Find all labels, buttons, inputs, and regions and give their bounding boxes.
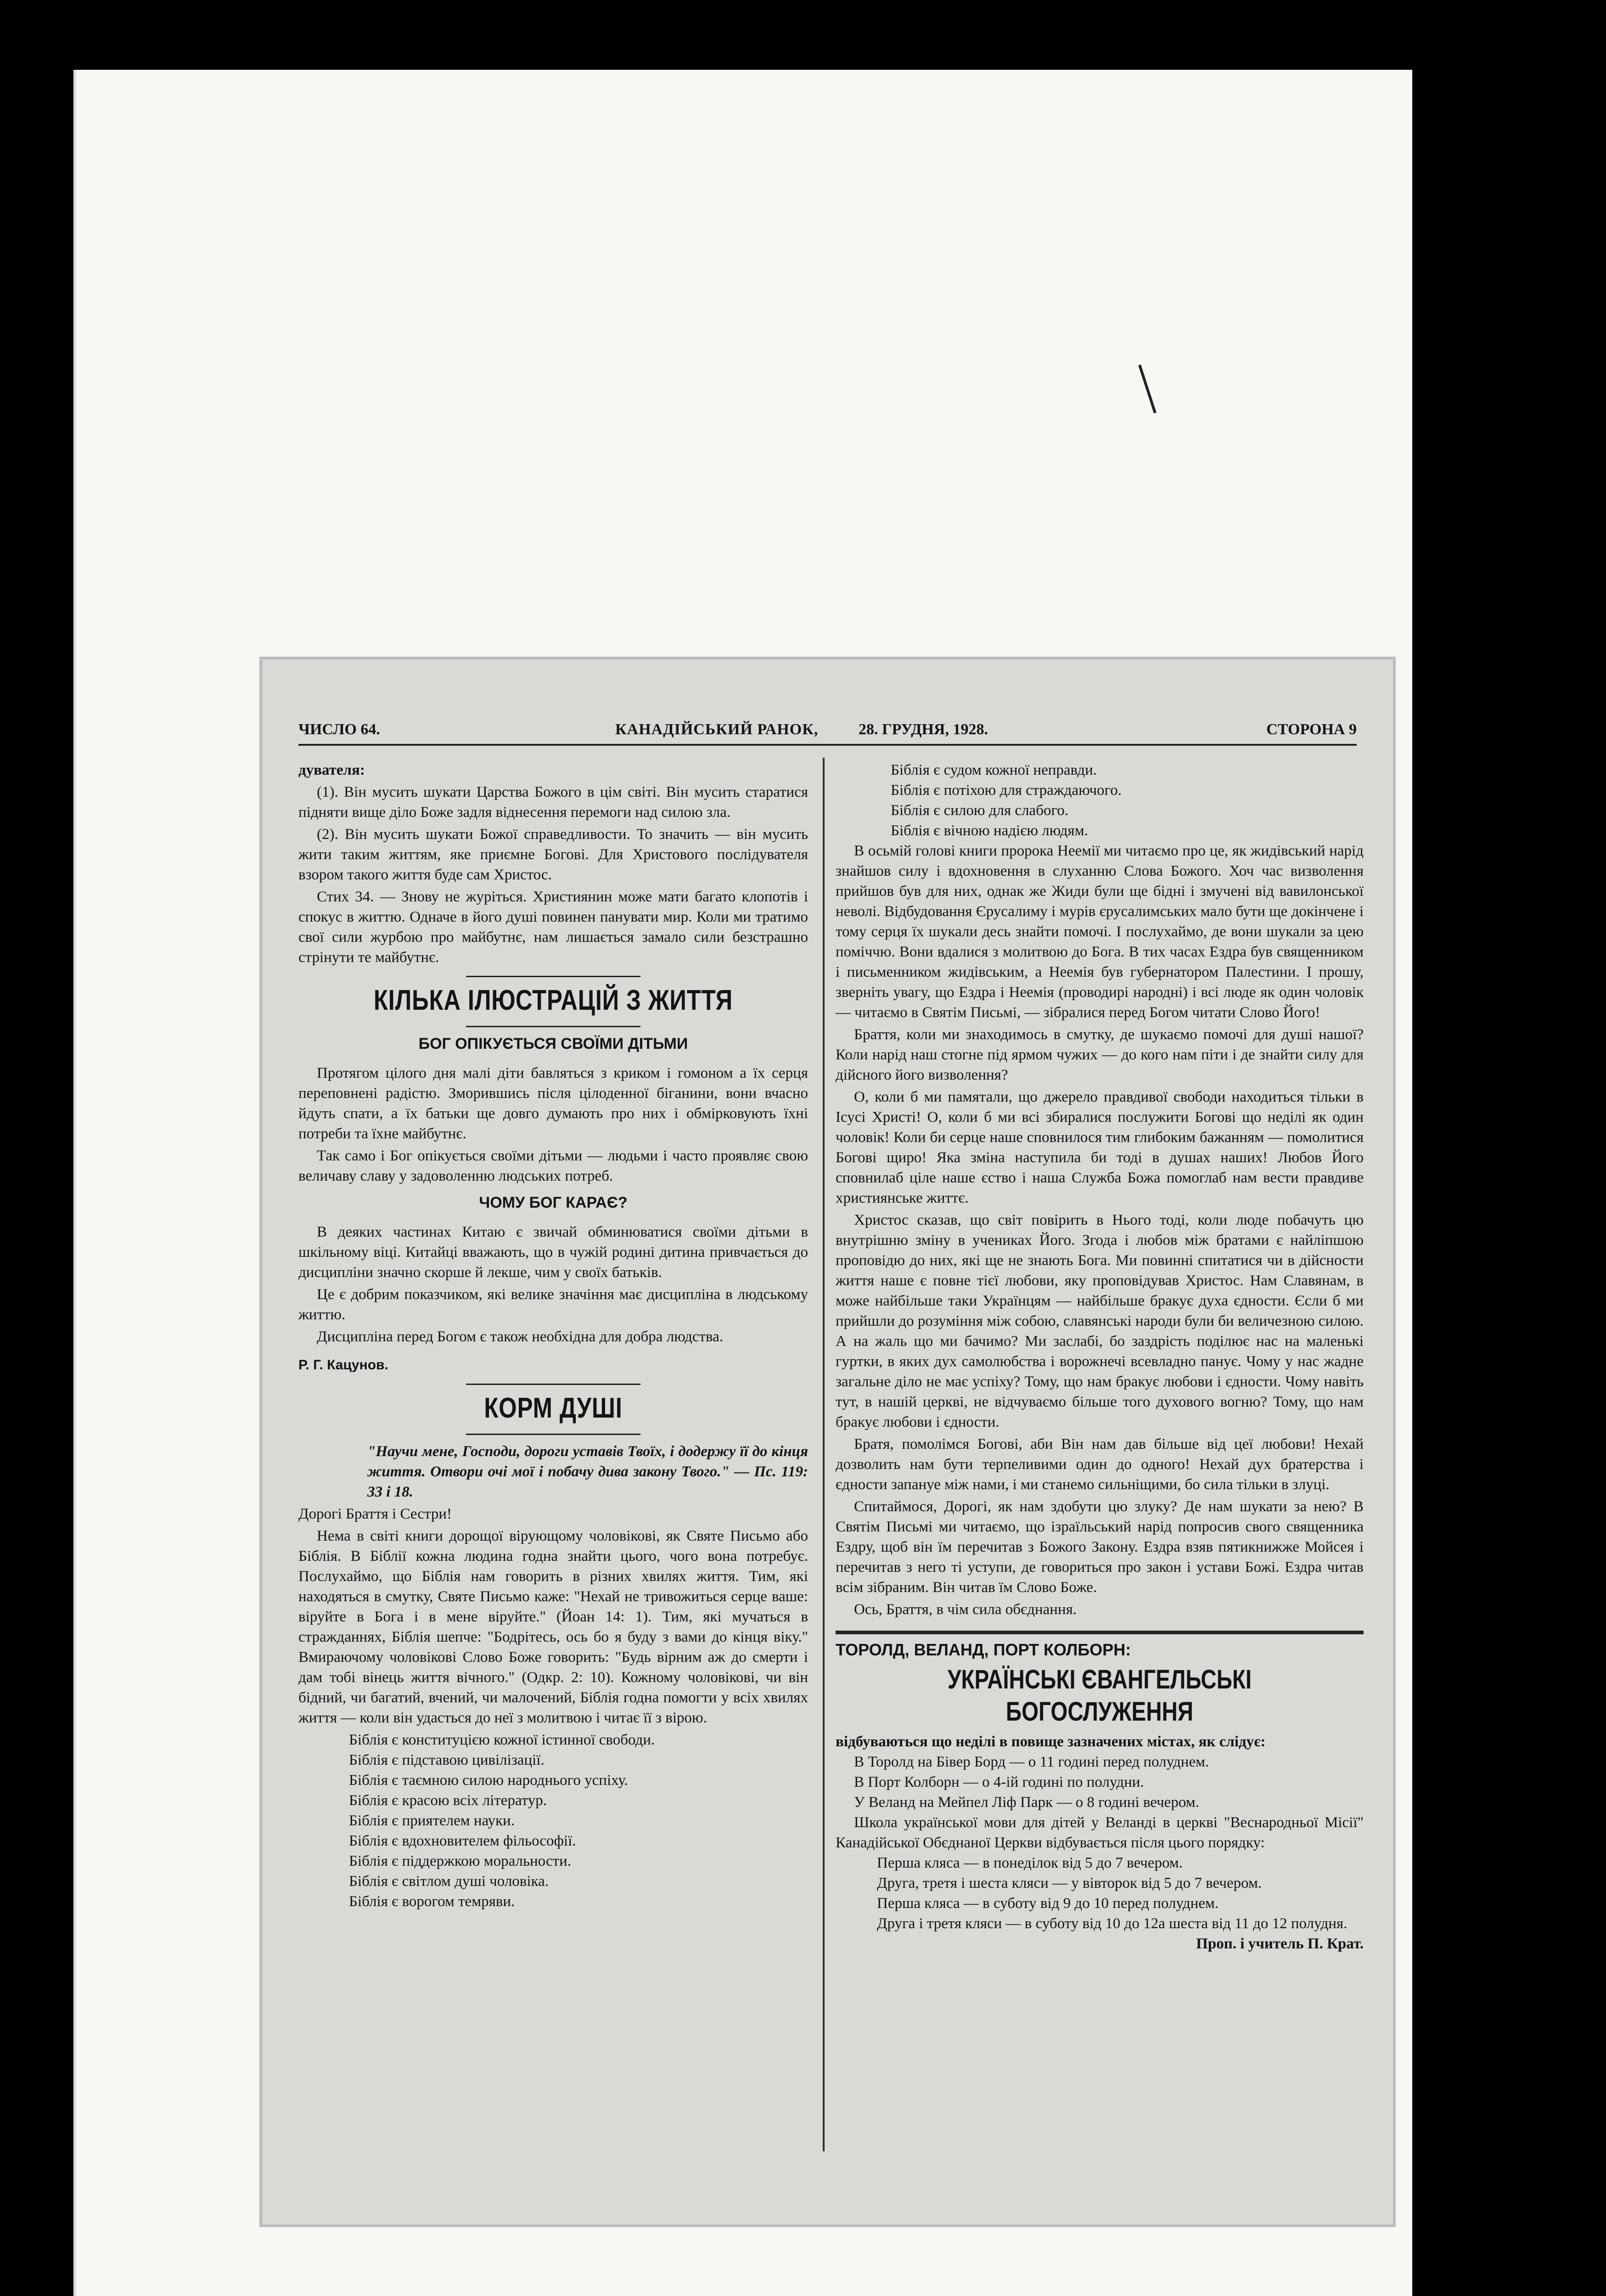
list-item: Біблія є потіхою для страждаючого.: [891, 782, 1122, 799]
ad-signature: Проп. і учитель П. Крат.: [1196, 1936, 1364, 1952]
ad-line: В Порт Колборн — о 4-ій годині по полудни.: [854, 1774, 1144, 1790]
service-schedule: [836, 1732, 1364, 1853]
paragraph: Нема в світі книги дорощої вірующому чоловікові, як Святе Письмо або Біблія. В Біблії кожна людина годна знайти цього, чого вона потребує. Послухаймо, що Біблія нам говорить в різних хвилях життя. Тим, які находяться в смутку, Святе Письмо каже: "Нехай не тривожиться серце ваше: віруйте в Бога і в мене віруйте." (Йоан 14: 1). Тим, які мучаться в стражданнях, Біблія шепче: "Бодрітесь, ось бо я буду з вами до кінця віку." Вмираючому чоловікові Слово Боже говорить: "Будь вірним аж до смерти і дам тобі вінець життя вічного." (Одкр. 2: 10). Кожному чоловікові, чи він бідний, чи багатий, вчений, чи малочений, Біблія годна помогти у всіх хвилях життя — коли він удасться до неї з молитвою і читає її з вірою.: [298, 1528, 808, 1726]
ad-line: Школа української мови для дітей у Веланді в церкві "Веснародньої Місії" Канадійської Обєднаної Церкви відбувається після цього порядку:: [836, 1814, 1364, 1851]
list-item: Біблія є красою всіх літератур.: [349, 1792, 547, 1809]
subheading: ЧОМУ БОГ КАРАЄ?: [479, 1194, 628, 1211]
page-number: СТОРОНА 9: [1266, 721, 1357, 738]
issue-number: ЧИСЛО 64.: [298, 721, 380, 738]
section-heading: КОРМ ДУШІ: [484, 1392, 623, 1424]
scripture-quote: "Научи мене, Господи, дороги уставів Твоїх, і додержу її до кінця життя. Отвори очі мої і побачу дива закону Твого." — Пс. 119: 33 і 18.: [367, 1443, 808, 1500]
ad-locations: ТОРОЛД, ВЕЛАНД, ПОРТ КОЛБОРН:: [836, 1640, 1131, 1659]
divider: [466, 1434, 640, 1435]
schedule-row: Друга і третя кляси — в суботу від 10 до 12а шеста від 11 до 12 полудня.: [877, 1915, 1348, 1932]
paragraph: Стих 34. — Знову не журіться. Християнин може мати багато клопотів і спокус в життю. Одначе в його душі повинен панувати мир. Коли ми тратимо свої сили журбою про майбутнє, нам лишається замало сили безстрашно стрінути те майбутнє.: [298, 889, 808, 966]
school-schedule: [836, 1853, 1364, 1934]
list-item: Біблія є світлом душі чоловіка.: [349, 1873, 549, 1890]
paragraph: Протягом цілого дня малі діти бавляться з криком і гомоном а їх серця переповнені радістю. Зморившись після цілоденної біганини, вони вчасно йдуть спати, а їх батьки ще довго думають про них і обмірковують їхні потреби та їхне майбутнє.: [298, 1065, 808, 1142]
schedule-row: Друга, третя і шеста кляси — у вівторок від 5 до 7 вечером.: [877, 1875, 1262, 1891]
list-item: Біблія є судом кожної неправди.: [891, 762, 1097, 778]
paragraph: Це є добрим показчиком, які велике значіння має дисципліна в людському життю.: [298, 1286, 808, 1323]
right-column: [836, 760, 1364, 1956]
paragraph: Христос сказав, що світ повірить в Нього тоді, коли люде побачуть цю внутрішню зміну в учениках Його. Згода і любов між братами є найліпшою проповідю до них, які ще не знають Бога. Ми повинні спитатися чи в дійсности життя наше є повне тієї любови, яку проповідував Христос. Нам Славянам, в може найбільше таки Українцям — найбільше бракує духа єдности. Єсли б ми прийшли до розуміння між собою, славянські народи були би величезною силою. А на жаль що ми бачимо? Ми заслабі, бо заздрість поділює нас на маленькі гуртки, в яких дух самолюбства і ворожнечі всевладно панує. Чому у нас жадне загальне діло не має успіху? Тому, що нам бракує любови і єдности. Чому навіть тут, в нашій церкві, не відчуваємо більше того духового вогню? Тому, що нам бракує любови і єдности.: [836, 1212, 1364, 1430]
list-item: Біблія є ворогом темряви.: [349, 1893, 515, 1910]
author-signature: Р. Г. Кацунов.: [298, 1357, 388, 1373]
list-item: Біблія є приятелем науки.: [349, 1812, 515, 1829]
newspaper-page: [259, 657, 1396, 2227]
paragraph: О, коли б ми памятали, що джерело правдивої свободи находиться тільки в Ісусі Христі! О, коли б ми всі збиралися послужити Богові що неділі як один чоловік! Коли би серце наше сповнилося тим глибоким бажанням — помолитися Богові щиро! Яка зміна наступила би тоді в душах наших! Любов Його сповнилаб ціле наше єство і наша Служба Божа помоглаб нам вести правдиве християнське життє.: [836, 1089, 1364, 1206]
paragraph: Братя, помолімся Богові, аби Він нам дав більше від цеї любови! Нехай дозволить нам бути терпеливими один до одного! Нехай дух братерства і єдности запануе між нами, і ми станемо сильніщими, бо сила тільки в злуці.: [836, 1436, 1364, 1493]
section-heading: КІЛЬКА ІЛЮСТРАЦІЙ З ЖИТТЯ: [373, 985, 733, 1016]
film-scratch: [1138, 365, 1157, 413]
divider: [466, 1026, 640, 1027]
list-item: Біблія є піддержкою моральности.: [349, 1853, 571, 1869]
schedule-row: Перша кляса — в понеділок від 5 до 7 вечером.: [877, 1855, 1183, 1871]
bible-list: [298, 1730, 808, 1912]
list-item: Біблія є таємною силою народнього успіху.: [349, 1772, 628, 1789]
divider: [466, 1384, 640, 1385]
schedule-row: Перша кляса — в суботу від 9 до 10 перед полуднем.: [877, 1895, 1219, 1912]
paragraph: (2). Він мусить шукати Божої справедливости. То значить — він мусить жити таким життям, яке приємне Богові. Для Христового послідувателя взором такого життя буде сам Христос.: [298, 826, 808, 883]
paragraph: В деяких частинах Китаю є звичай обминюватися своїми дітьми в шкільному віці. Китайці вважають, що в чужій родині дитина привчається до дисципліни значно скорше й лекше, чим у своїх батьків.: [298, 1224, 808, 1281]
greeting: Дорогі Браття і Сестри!: [298, 1506, 452, 1522]
paragraph: (1). Він мусить шукати Царства Божого в цім світі. Він мусить старатися підняти вище діло Боже задля віднесення перемоги над силою зла.: [298, 784, 808, 821]
paragraph: Дисципліна перед Богом є також необхідна для добра людства.: [317, 1328, 724, 1345]
paragraph: Ось, Браття, в чім сила обєднання.: [854, 1601, 1077, 1618]
list-item: Біблія є конституцією кожної істинної свободи.: [349, 1732, 655, 1748]
subheading: БОГ ОПІКУЄТЬСЯ СВОЇМИ ДІТЬМИ: [418, 1035, 688, 1052]
list-item: Біблія є вічною надією людям.: [891, 822, 1088, 839]
list-item: Біблія є силою для слабого.: [891, 802, 1068, 819]
list-item: Біблія є вдохновителем фільософії.: [349, 1833, 576, 1849]
divider: [466, 976, 640, 977]
section-rule: [836, 1631, 1364, 1634]
ad-heading: УКРАЇНСЬКІ ЄВАНГЕЛЬСЬКІ БОГОСЛУЖЕННЯ: [947, 1665, 1252, 1727]
paragraph: дувателя:: [298, 762, 365, 778]
ad-line: відбуваються що неділі в повище зазначених містах, як слідує:: [836, 1733, 1266, 1750]
paragraph: Браття, коли ми знаходимось в смутку, де шукаємо помочі для душі нашої? Коли нарід наш стогне під ярмом чужих — до кого нам піти і де знайти силу для дійсного його визволення?: [836, 1026, 1364, 1083]
left-column: [298, 760, 808, 1912]
list-item: Біблія є підставою цивілізації.: [349, 1752, 545, 1768]
ad-line: В Торолд на Бівер Борд — о 11 годині перед полуднем.: [854, 1754, 1209, 1770]
paragraph: Так само і Бог опікується своїми дітьми — людьми і часто проявляє свою величаву славу у задоволенню людських потреб.: [298, 1148, 808, 1184]
paragraph: В осьмій голові книги пророка Неемії ми читаємо про це, як жидівський нарід знайшов силу і вдохновення в слуханню Слова Божого. Хоч час визволення прийшов був для них, однак же Жиди були ще бідні і змучені від вавилонської неволі. Відбудовання Єрусалиму і мурів єрусалимських мало бути ще докінчене і тому серця їх шукали десь знайти помочі. І послухаймо, де вони шукали за цею поміччю. Вони вдалися з молитвою до Бога. В тих часах Ездра був священником і письменником жидівським, а Неемія був губернатором Палестини. І прошу, зверніть увагу, що Ездра і Неемія (проводирі народні) і всі люде як один чоловік — читаємо в Святім Письмі, — зібралися перед Богом читати Слово Його!: [836, 843, 1364, 1021]
paragraph: Спитаймося, Дорогі, як нам здобути цю злуку? Де нам шукати за нею? В Святім Письмі ми читаємо, що ізраїльський нарід попросив свого священника Ездру, щоб він їм перечитав з Божого Закону. Ездра взяв пятикнижже Мойсея і перечитав з него ті уступи, де говориться про закон і устави Божі. Ездра читав всім зібраним. Він читав їм Слово Боже.: [836, 1498, 1364, 1596]
ad-line: У Веланд на Мейпел Ліф Парк — о 8 годині вечером.: [854, 1794, 1199, 1811]
column-divider: [823, 758, 825, 2151]
masthead: [298, 721, 1357, 746]
bible-list: [836, 760, 1364, 841]
issue-date: 28. ГРУДНЯ, 1928.: [859, 721, 988, 738]
paper-title: КАНАДІЙСЬКИЙ РАНОК,: [615, 721, 819, 738]
